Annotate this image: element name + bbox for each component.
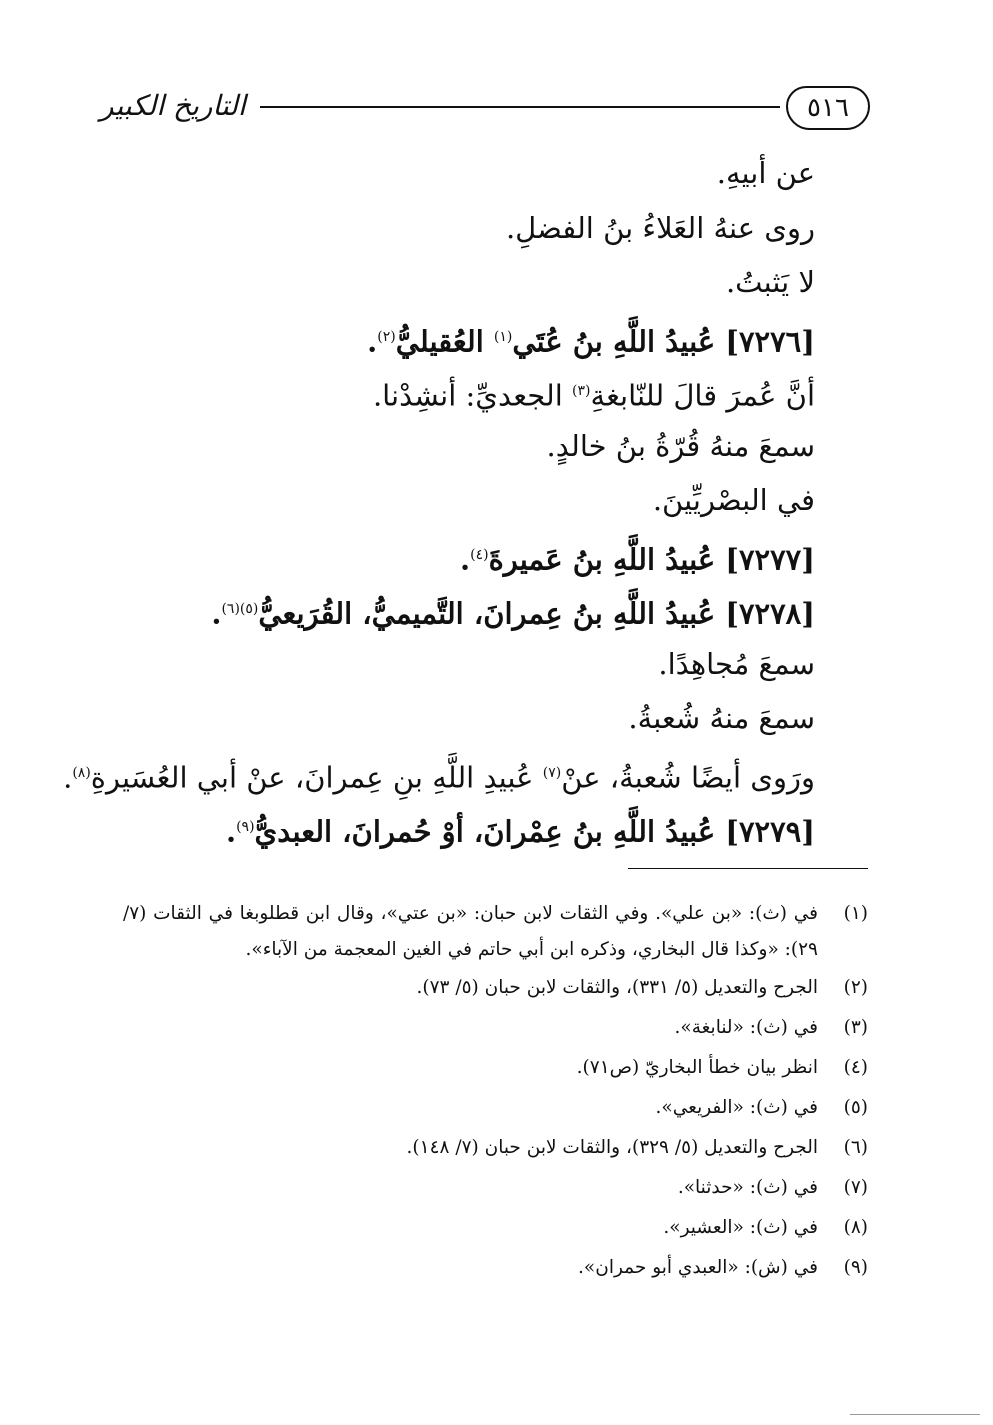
entry-text: [٧٢٧٨] عُبيدُ اللَّهِ بنُ عِمرانَ، التَّميميُّ، القُرَيعيُّ bbox=[258, 596, 815, 631]
footnote-text: الجرح والتعديل (٥/ ٣٣١)، والثقات لابن حبان (٥/ ٧٣). bbox=[416, 977, 818, 998]
footnote-ref[interactable]: (٩) bbox=[236, 819, 255, 835]
header-rule bbox=[260, 106, 780, 108]
footnote-number: (٦) bbox=[843, 1137, 868, 1158]
text-line bbox=[175, 364, 815, 419]
main-text bbox=[63, 146, 815, 855]
book-title: التاريخ الكبير bbox=[100, 89, 246, 122]
footnote-number: (٥) bbox=[843, 1097, 868, 1118]
footnote-6 bbox=[123, 1128, 868, 1168]
line-text: ورَوى أيضًا شُعبةُ، عنْ bbox=[561, 760, 815, 795]
footnote-number: (٩) bbox=[843, 1257, 868, 1278]
footnote-number: (٣) bbox=[843, 1017, 868, 1038]
footnote-number: (٧) bbox=[843, 1177, 868, 1198]
footnote-ref[interactable]: (٨) bbox=[72, 764, 91, 781]
footnote-text: في (ث): «العشير». bbox=[663, 1217, 818, 1238]
footnote-text: انظر بيان خطأ البخاريّ (ص٧١). bbox=[576, 1057, 818, 1078]
footnote-ref[interactable]: (٤) bbox=[470, 546, 489, 563]
footnote-3 bbox=[123, 1008, 868, 1048]
footnote-number: (١) bbox=[843, 903, 868, 924]
text-line: لا يَثبتُ. bbox=[725, 265, 815, 299]
entry-end: . bbox=[211, 596, 222, 631]
scan-edge-marks bbox=[620, 8, 950, 12]
footnote-ref[interactable]: (٧) bbox=[542, 764, 562, 781]
footnote-7 bbox=[123, 1168, 868, 1208]
footnote-9 bbox=[123, 1248, 868, 1288]
footnote-text: في (ث): «الفريعي». bbox=[655, 1097, 818, 1118]
entry-heading-7278 bbox=[175, 582, 815, 637]
footnote-ref[interactable]: (٢) bbox=[377, 328, 396, 345]
footnote-text: في (ش): «العبدي أبو حمران». bbox=[578, 1257, 818, 1278]
footnote-number: (٢) bbox=[843, 977, 868, 998]
footnote-ref[interactable]: (١) bbox=[493, 328, 513, 345]
text-line: في البصْريِّينَ. bbox=[652, 483, 815, 517]
entry-text: العُقيليُّ bbox=[395, 324, 494, 359]
entry-end: . bbox=[460, 542, 471, 577]
footnote-5 bbox=[123, 1088, 868, 1128]
text-line: سمعَ منهُ شُعبةُ. bbox=[628, 701, 815, 735]
footnote-8 bbox=[123, 1208, 868, 1248]
entry-text: [٧٢٧٦] عُبيدُ اللَّهِ بنُ عُتَي bbox=[512, 324, 815, 359]
footnote-text: في (ث): «بن علي». وفي الثقات لابن حبان: «بن عتي»، وقال ابن قطلوبغا في الثقات (٧/ ٢٩): «وكذا قال البخاري، وذكره ابن أبي حاتم في الغين المعجمة من الآباء». bbox=[123, 903, 818, 960]
footnote-2 bbox=[123, 968, 868, 1008]
footnote-text: في (ث): «حدثنا». bbox=[677, 1177, 818, 1198]
entry-heading-7277 bbox=[175, 528, 815, 583]
entry-heading-7276 bbox=[175, 310, 815, 365]
footnote-ref[interactable]: (٣) bbox=[572, 383, 591, 399]
entry-text: [٧٢٧٧] عُبيدُ اللَّهِ بنُ عَميرةَ bbox=[488, 542, 815, 577]
footnote-text: الجرح والتعديل (٥/ ٣٢٩)، والثقات لابن حبان (٧/ ١٤٨). bbox=[406, 1137, 818, 1158]
line-end: . bbox=[63, 760, 73, 795]
scan-edge-marks bbox=[850, 1414, 980, 1415]
text-line bbox=[63, 746, 815, 801]
page-header bbox=[100, 84, 870, 134]
footnote-text: في (ث): «لنابغة». bbox=[674, 1017, 818, 1038]
line-text: عُبيدِ اللَّهِ بنِ عِمرانَ، عنْ أبي العُسَيرةِ bbox=[90, 760, 543, 795]
line-text: الجعديِّ: أنشِدْنا. bbox=[372, 378, 573, 413]
footnote-4 bbox=[123, 1048, 868, 1088]
text-line: سمعَ مُجاهِدًا. bbox=[658, 646, 815, 681]
footnote-1 bbox=[123, 896, 868, 968]
footnote-number: (٨) bbox=[843, 1217, 868, 1238]
entry-end: . bbox=[225, 814, 237, 849]
text-line: روى عنهُ العَلاءُ بنُ الفضلِ. bbox=[505, 210, 815, 245]
footnotes bbox=[123, 896, 868, 1288]
line-text: أنَّ عُمرَ قالَ للنّابغةِ bbox=[590, 378, 815, 413]
footnote-ref[interactable]: (٥)(٦) bbox=[221, 601, 259, 617]
text-line: عن أبيهِ. bbox=[716, 156, 815, 190]
page-number: ٥١٦ bbox=[786, 86, 870, 130]
text-line: سمعَ منهُ قُرّةُ بنُ خالدٍ. bbox=[546, 428, 815, 463]
entry-text: [٧٢٧٩] عُبيدُ اللَّهِ بنُ عِمْرانَ، أوْ حُمرانَ، العبديُّ bbox=[254, 814, 815, 849]
footnote-number: (٤) bbox=[843, 1057, 868, 1078]
entry-end: . bbox=[367, 324, 378, 359]
footnote-separator bbox=[628, 868, 868, 869]
entry-heading-7279 bbox=[175, 800, 815, 855]
